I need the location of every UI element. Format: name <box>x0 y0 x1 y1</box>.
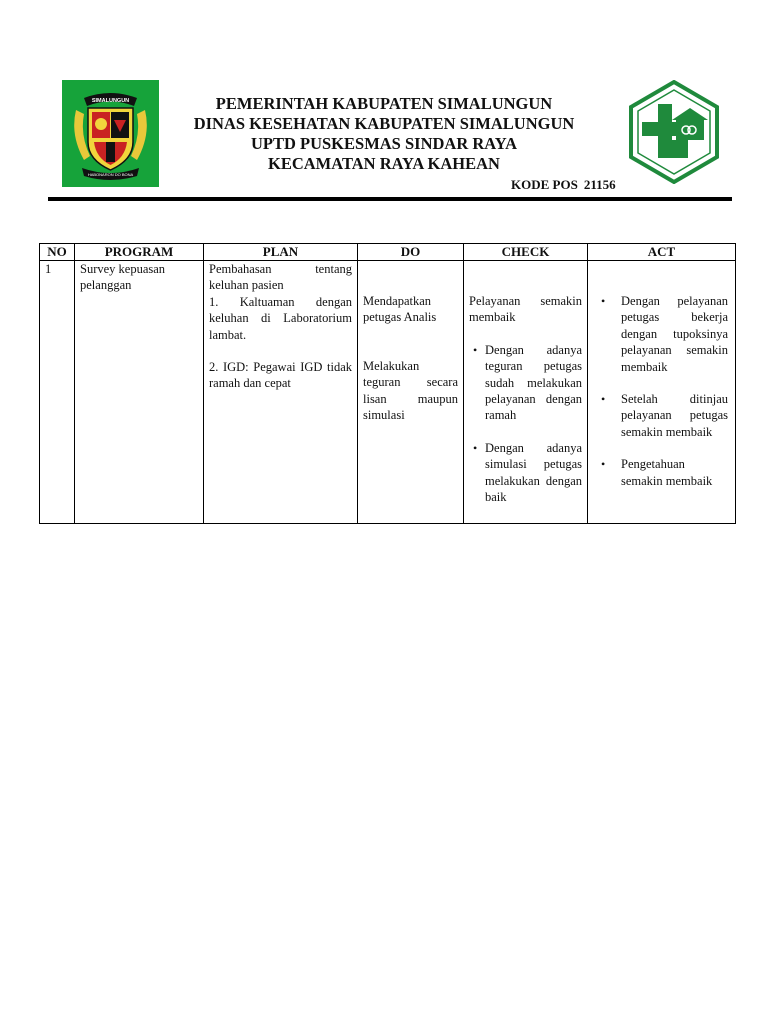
table-row <box>40 261 736 524</box>
puskesmas-icon <box>628 80 720 184</box>
cell-program <box>75 261 204 524</box>
cell-check <box>464 261 588 524</box>
letterhead-divider <box>48 197 732 201</box>
puskesmas-logo <box>628 80 720 184</box>
header-line-district: KECAMATAN RAYA KAHEAN <box>268 154 500 173</box>
col-header-act: ACT <box>588 244 736 261</box>
col-header-do: DO <box>358 244 464 261</box>
postal-code <box>511 177 616 193</box>
do-item-2: Melakukan teguran secara lisan maupun simulasi <box>363 358 458 423</box>
plan-intro: Pembahasan tentang keluhan pasien <box>209 262 352 293</box>
cell-no: 1 <box>40 261 75 524</box>
postal-code-label: KODE POS <box>511 177 578 192</box>
act-bullet-2: • Setelah ditinjau pelayanan petugas semakin membaik <box>593 391 730 440</box>
act-bullet-1: • Dengan pelayanan petugas bekerja dengan tupoksinya pelayanan semakin membaik <box>593 293 730 375</box>
col-header-plan: PLAN <box>204 244 358 261</box>
header-line-health-office: DINAS KESEHATAN KABUPATEN SIMALUNGUN <box>193 114 575 133</box>
check-intro: Pelayanan semakin membaik <box>469 294 582 325</box>
header-line-government: PEMERINTAH KABUPATEN SIMALUNGUN <box>215 94 553 113</box>
svg-text:SIMALUNGUN: SIMALUNGUN <box>91 98 130 104</box>
col-header-no: NO <box>40 244 75 261</box>
simalungun-emblem-logo <box>62 80 159 187</box>
postal-code-value: 21156 <box>583 177 616 192</box>
letterhead-title <box>160 94 608 174</box>
simalungun-emblem-icon <box>62 80 159 187</box>
check-bullet-2: • Dengan adanya simulasi petugas melakukan dengan baik <box>469 440 582 506</box>
col-header-check: CHECK <box>464 244 588 261</box>
header-line-puskesmas: UPTD PUSKESMAS SINDAR RAYA <box>250 134 518 153</box>
check-bullet-1: • Dengan adanya teguran petugas sudah melakukan pelayanan dengan ramah <box>469 342 582 424</box>
plan-item-2: 2. IGD: Pegawai IGD tidak ramah dan cepat <box>209 360 352 391</box>
col-header-program: PROGRAM <box>75 244 204 261</box>
cell-do <box>358 261 464 524</box>
cell-act <box>588 261 736 524</box>
pdca-table <box>39 243 736 524</box>
program-text: Survey kepuasan pelanggan <box>80 262 166 293</box>
cell-plan <box>204 261 358 524</box>
plan-item-1: 1. Kaltuaman dengan keluhan di Laboratorium lambat. <box>209 294 352 342</box>
do-item-1: Mendapatkan petugas Analis <box>363 294 437 325</box>
table-header-row <box>40 244 736 261</box>
act-bullet-3: • Pengetahuan semakin membaik <box>593 456 730 489</box>
svg-text:HABONARON DO BONA: HABONARON DO BONA <box>87 172 134 177</box>
